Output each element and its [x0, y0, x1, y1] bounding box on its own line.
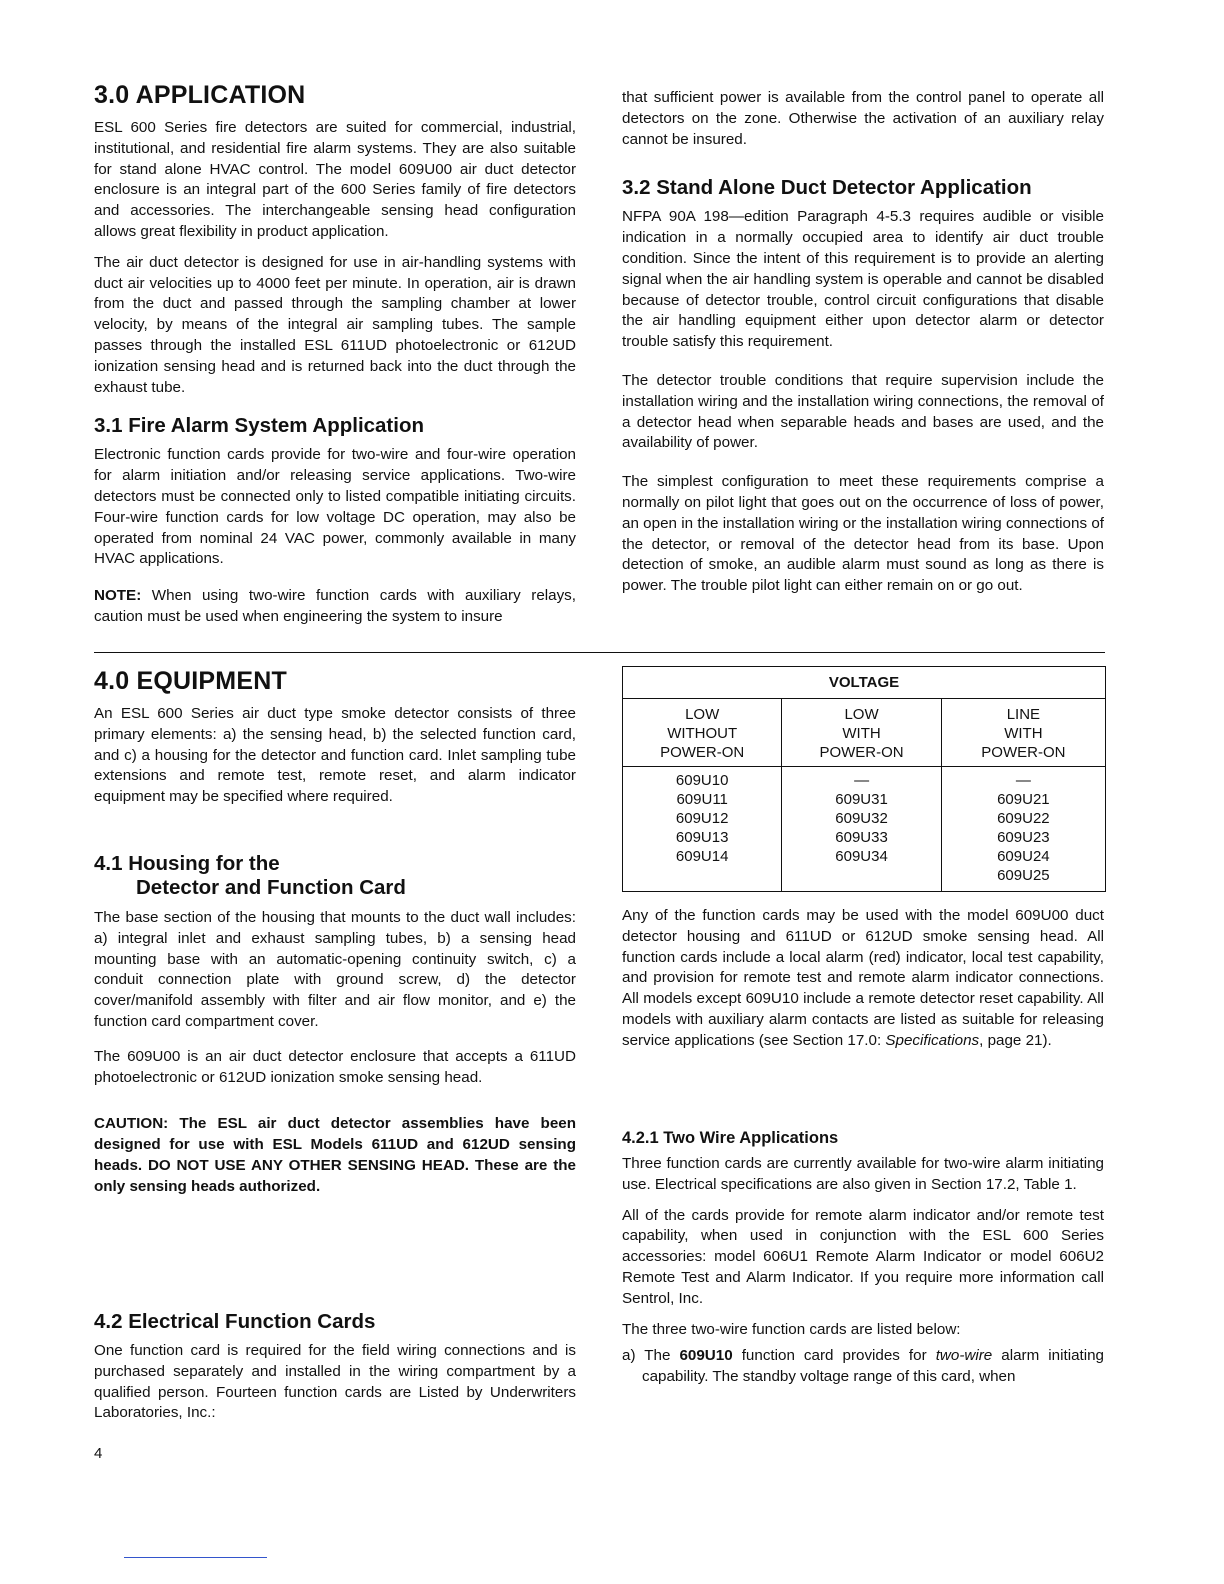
section-3-1-paragraph-1: Electronic function cards provide for two-wire and four-wire operation for alarm initiation and/or releasing service applications. Two-wire detectors must be connected only to listed compatible initiating circuits. Four-wire function cards for low voltage DC operation, may also be operated from nominal 24 VAC power, commonly available in many HVAC applications. — [94, 446, 576, 568]
section-4-1-title-line-2: Detector and Function Card — [136, 875, 406, 899]
left-column-section-4-2 — [94, 1310, 576, 1434]
section-4-2-1-paragraph-1: Three function cards are currently available for two-wire alarm initiating use. Electrical specifications are also given in Section 17.2, Table 1. — [622, 1155, 1104, 1193]
right-column-section-4-2-1 — [622, 1128, 1104, 1398]
list-item-a-text: function card provides for — [732, 1347, 936, 1365]
section-4-0-title: 4.0 EQUIPMENT — [94, 667, 287, 695]
table-cell: 609U12 — [675, 810, 729, 827]
col2-header-line: LOW — [844, 706, 879, 723]
table-cell: — — [854, 772, 870, 789]
list-item-a-text-end: alarm initiating capability. The standby voltage range of this card, when — [642, 1347, 1105, 1386]
note-label: NOTE: — [94, 587, 142, 605]
col2-header-line: POWER-ON — [819, 744, 904, 761]
list-item-a — [622, 1346, 1104, 1388]
left-column-top — [94, 80, 576, 638]
section-3-2-paragraph-2: The detector trouble conditions that require supervision include the installation wiring and the installation wiring connections, the removal of a detector head when separable heads and bases are used, and the availability of power. — [622, 371, 1104, 452]
section-3-0-paragraph-2: The air duct detector is designed for use in air-handling systems with duct air velocities up to 4000 feet per minute. In operation, air is drawn from the duct and passed through the sampling chamber at lower velocity, by means of the integral air sampling tubes. The sample passes through the installed ESL 611UD photoelectronic or 612UD ionization sensing head and is returned back into the duct through the exhaust tube. — [94, 253, 576, 396]
col2-values — [782, 767, 941, 892]
section-4-2-1-title: 4.2.1 Two Wire Applications — [622, 1129, 839, 1147]
section-4-0-paragraph-1: An ESL 600 Series air duct type smoke detector consists of three primary elements: a) the sensing head, b) the selected function card, and c) a housing for the detector and function card. Inlet sampling tube extensions and remote test, remote reset, and alarm indicator equipment may be specified where required. — [94, 705, 576, 806]
list-item-a-model: 609U10 — [679, 1347, 733, 1365]
table-cell: 609U10 — [675, 772, 729, 789]
table-cell: 609U21 — [997, 791, 1050, 808]
voltage-table — [622, 666, 1106, 892]
specifications-ref: Specifications — [885, 1031, 980, 1049]
right-column-after-table — [622, 906, 1104, 1062]
section-3-0-paragraph-1: ESL 600 Series fire detectors are suited for commercial, industrial, institutional, and residential fire alarm systems. They are also suitable for stand alone HVAC control. The model 609U00 air duct detector enclosure is an integral part of the 600 Series family of fire detectors and accessories. The interchangeable sensing head configuration allows great flexibility in product application. — [94, 119, 576, 240]
section-3-2-title: 3.2 Stand Alone Duct Detector Application — [622, 176, 1032, 200]
table-cell: 609U31 — [835, 791, 888, 808]
function-cards-text: Any of the function cards may be used with the model 609U00 duct detector housing and 611UD or 612UD smoke sensing head. All function cards include a local alarm (red) indicator, local test capability, and provision for remote test and remote alarm indicator connections. All models except 609U10 include a remote detector reset capability. All models with auxiliary alarm contacts are listed as suitable for releasing service applications (see Section 17.0: — [622, 907, 1104, 1049]
section-4-1-title-line-1: 4.1 Housing for the — [94, 851, 280, 875]
section-4-1-title — [94, 852, 576, 900]
bottom-rule — [124, 1557, 267, 1558]
list-item-a-italic: two-wire — [935, 1347, 993, 1365]
col1-header-line: WITHOUT — [667, 725, 738, 742]
left-column-bottom — [94, 666, 576, 1208]
section-4-2-1-paragraph-3: The three two-wire function cards are listed below: — [622, 1320, 961, 1338]
table-cell: 609U24 — [997, 848, 1050, 865]
right-column-top — [622, 88, 1104, 607]
section-3-0-title: 3.0 APPLICATION — [94, 81, 306, 109]
table-cell: 609U32 — [835, 810, 888, 827]
table-cell: 609U14 — [675, 848, 729, 865]
note-text: When using two-wire function cards with auxiliary relays, caution must be used when engineering the system to insure — [94, 587, 576, 625]
col1-values — [623, 767, 782, 892]
col-header-low-with-power-on — [782, 699, 941, 767]
section-3-1-continued: that sufficient power is available from the control panel to operate all detectors on the zone. Otherwise the activation of an auxiliary relay cannot be insured. — [622, 89, 1104, 148]
col3-header-line: WITH — [1004, 725, 1043, 742]
table-cell: 609U23 — [997, 829, 1050, 846]
section-4-2-paragraph-1: One function card is required for the field wiring connections and is purchased separately and installed in the wiring compartment by a qualified person. Fourteen function cards are Listed by Underwriters Laboratories, Inc.: — [94, 1342, 576, 1422]
col1-header-line: LOW — [685, 706, 720, 723]
function-cards-paragraph — [622, 906, 1104, 1052]
caution-notice: CAUTION: The ESL air duct detector assemblies have been designed for use with ESL Models 611UD and 612UD sensing heads. DO NOT USE ANY OTHER SENSING HEAD. These are the only sensing heads authorized. — [94, 1115, 576, 1195]
col3-header-line: LINE — [1006, 706, 1041, 723]
col-header-line-with-power-on — [941, 699, 1105, 767]
section-3-2-paragraph-3: The simplest configuration to meet these requirements comprise a normally on pilot light that goes out on the occurrence of loss of power, an open in the installation wiring or the installation wiring connections of the detector, or removal of the detector head from its base. Upon detection of smoke, an audible alarm must sound as long as there is power. The trouble pilot light can either remain on or go out. — [622, 473, 1104, 595]
table-cell: — — [1015, 772, 1031, 789]
table-cell: 609U34 — [835, 848, 888, 865]
col-header-low-without-power-on — [623, 699, 782, 767]
section-3-1-title: 3.1 Fire Alarm System Application — [94, 414, 425, 438]
page-ref: , page 21). — [979, 1031, 1052, 1049]
col3-values — [941, 767, 1105, 892]
section-3-2-paragraph-1: NFPA 90A 198—edition Paragraph 4-5.3 requires audible or visible indication in a normally occupied area to identify air duct trouble condition. Since the intent of this requirement is to provide an alerting signal when the air handling system is operable and cannot be disabled because of detector trouble, control circuit configurations that disable the air handling equipment either upon detector alarm or detector trouble satisfy this requirement. — [622, 208, 1104, 351]
col3-header-line: POWER-ON — [981, 744, 1066, 761]
table-cell: 609U13 — [675, 829, 729, 846]
section-3-1-note — [94, 586, 576, 628]
section-4-1-paragraph-2: The 609U00 is an air duct detector enclosure that accepts a 611UD photoelectronic or 612UD ionization smoke sensing head. — [94, 1047, 576, 1086]
table-cell: 609U22 — [997, 810, 1050, 827]
voltage-table-header: VOLTAGE — [623, 667, 1106, 699]
col2-header-line: WITH — [842, 725, 881, 742]
section-4-1-paragraph-1: The base section of the housing that mounts to the duct wall includes: a) integral inlet and exhaust sampling tubes, b) a sensing head mounting base with an automatic-opening continuity switch, c) a conduit connection plate with ground screw, d) the detector cover/manifold assembly with filter and air flow monitor, and e) the function card compartment cover. — [94, 908, 576, 1030]
table-cell: 609U11 — [676, 791, 728, 808]
col1-header-line: POWER-ON — [660, 744, 745, 761]
list-item-a-prefix: a) The — [622, 1347, 680, 1365]
section-divider — [94, 652, 1105, 653]
voltage-table-wrapper — [622, 666, 1104, 892]
table-cell: 609U25 — [997, 867, 1050, 884]
section-4-2-1-paragraph-2: All of the cards provide for remote alarm indicator and/or remote test capability, when used in conjunction with the ESL 600 Series accessories: model 606U1 Remote Alarm Indicator or model 606U2 Remote Test and Alarm Indicator. If you require more information call Sentrol, Inc. — [622, 1206, 1104, 1307]
table-cell: 609U33 — [835, 829, 888, 846]
section-4-2-title: 4.2 Electrical Function Cards — [94, 1310, 376, 1333]
page-number: 4 — [94, 1445, 103, 1462]
